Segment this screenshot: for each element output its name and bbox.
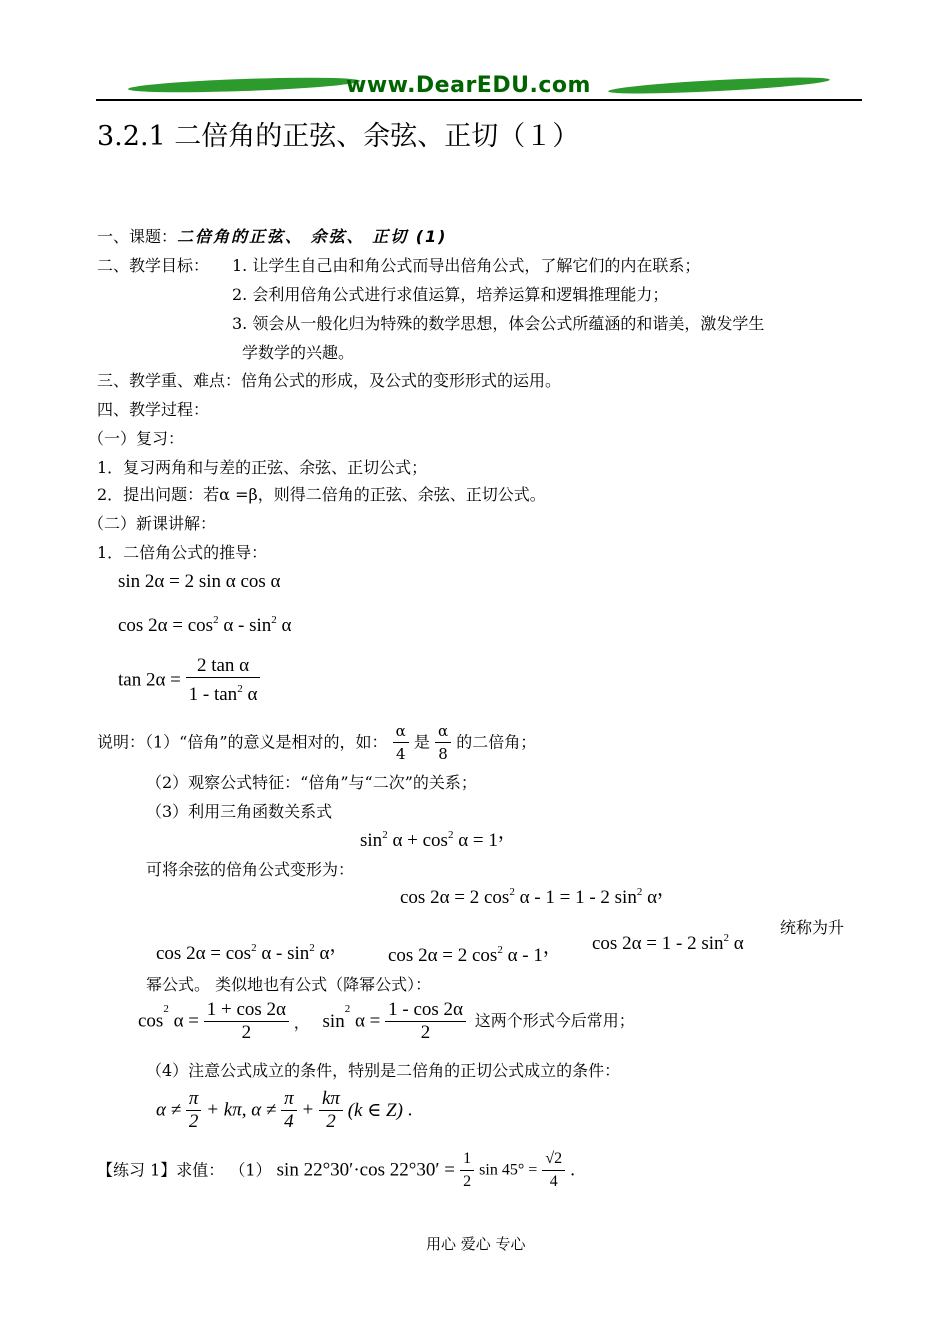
goal-2: 2. 会利用倍角公式进行求值运算，培养运算和逻辑推理能力； — [232, 285, 669, 304]
fraction-alpha-over-4: $\frac{\alpha}{4}$ — [393, 720, 409, 765]
note-2: （2）观察公式特征：“倍角”与“二次”的关系； — [146, 773, 477, 792]
sin-squared-fraction: $\frac{1 - \cos 2\alpha}{2}$ — [385, 999, 466, 1044]
power-raising-label: 统称为升 — [780, 918, 845, 937]
power-raising-formula-2: cos 2α = 2 $\cos^2 \alpha - 1$， — [388, 937, 562, 966]
tan-condition-formula: α ≠ $\frac{\pi}{2}$ + kπ, α ≠ $\frac{\pi}{4}$ + $\frac{k\pi}{2}$ (k ∈ Z) . — [156, 1088, 413, 1132]
section-4: 四、教学过程： — [97, 400, 210, 419]
page-title: 3.2.1 二倍角的正弦、余弦、正切（１） — [97, 121, 580, 152]
goal-3: 3. 领会从一般化归为特殊的数学思想，体会公式所蕴涵的和谐美，激发学生 — [232, 314, 765, 333]
goal-3-continued: 学数学的兴趣。 — [242, 343, 355, 362]
note-3: （3）利用三角函数关系式 — [146, 802, 333, 821]
review-item-1: 1．复习两角和与差的正弦、余弦、正切公式； — [97, 458, 428, 477]
power-lowering-formulas: $\cos^2 \alpha$ = $\frac{1 + \cos 2\alpha}{2}$ ， $\sin^2 \alpha$ = $\frac{1 - \cos 2\alpha}{2}$ 这两个形式今后常用； — [138, 999, 635, 1043]
pythagorean-identity: $\sin^2 \alpha + \cos^2 \alpha = 1$， — [360, 822, 517, 851]
cos-variant-formula: cos 2α = 2 $\cos^2 \alpha - 1 = 1 - 2$ $\sin^2 \alpha$， — [400, 879, 677, 908]
fraction-alpha-over-8: $\frac{\alpha}{8}$ — [435, 720, 451, 765]
tan-double-angle-formula: tan 2α = $\frac{\text{2 tan α}}{1 - \tan^2 \alpha}$ — [118, 655, 260, 706]
note-3-transform: 可将余弦的倍角公式变形为： — [146, 860, 355, 879]
right-leaf-decoration — [608, 74, 830, 97]
page-footer: 用心 爱心 专心 — [426, 1235, 526, 1253]
cos-double-angle-formula: $\cos 2\alpha = \cos^2 \alpha - \sin^2 \alpha$ — [118, 614, 292, 636]
sin-double-angle-formula: sin 2α = 2 sin α cos α — [118, 571, 281, 592]
exercise-1: 【练习 1】求值： （1） sin 22°30′·cos 22°30′ = $\frac{1}{2}$ sin 45° = $\frac{√2}{4}$ . — [97, 1150, 575, 1190]
power-lowering-intro: 幂公式。 类似地也有公式（降幂公式）： — [146, 975, 432, 994]
lesson-heading: （二）新课讲解： — [88, 514, 217, 533]
tan-numerator: 2 tan α — [186, 655, 261, 678]
section-1 — [97, 227, 448, 247]
power-raising-formula-1: $\cos 2\alpha = \cos^2 \alpha - \sin^2 \alpha$， — [156, 935, 349, 964]
section-3: 三、教学重、难点：倍角公式的形成，及公式的变形形式的运用。 — [97, 371, 562, 390]
exercise-label: 【练习 1】求值： — [97, 1160, 225, 1180]
goal-1: 1. 让学生自己由和角公式而导出倍角公式，了解它们的内在联系； — [232, 256, 701, 275]
cos-squared-fraction: $\frac{1 + \cos 2\alpha}{2}$ — [204, 999, 289, 1044]
power-raising-formula-3: cos 2α = 1 - 2 $\sin^2 \alpha$ — [592, 932, 744, 954]
section-1-label: 一、课题： — [97, 227, 178, 246]
section-2-label: 二、教学目标： — [97, 256, 210, 275]
header-rule — [96, 99, 862, 101]
note-4: （4）注意公式成立的条件，特别是二倍角的正切公式成立的条件： — [146, 1061, 621, 1080]
review-item-2: 2．提出问题：若α =β，则得二倍角的正弦、余弦、正切公式。 — [97, 485, 546, 504]
tan-denominator: $1 - \tan^2 \alpha$ — [188, 683, 258, 705]
lesson-topic: 二倍角的正弦、 余弦、 正切 (1) — [177, 227, 448, 246]
note-1: 说明：（1）“倍角”的意义是相对的，如： $\frac{\alpha}{4}$ 是 $\frac{\alpha}{8}$ 的二倍角； — [97, 722, 537, 763]
lesson-item-1: 1．二倍角公式的推导： — [97, 543, 268, 562]
site-logo-text: www.DearEDU.com — [346, 73, 591, 98]
left-leaf-decoration — [128, 75, 360, 95]
review-heading: （一）复习： — [88, 429, 185, 448]
